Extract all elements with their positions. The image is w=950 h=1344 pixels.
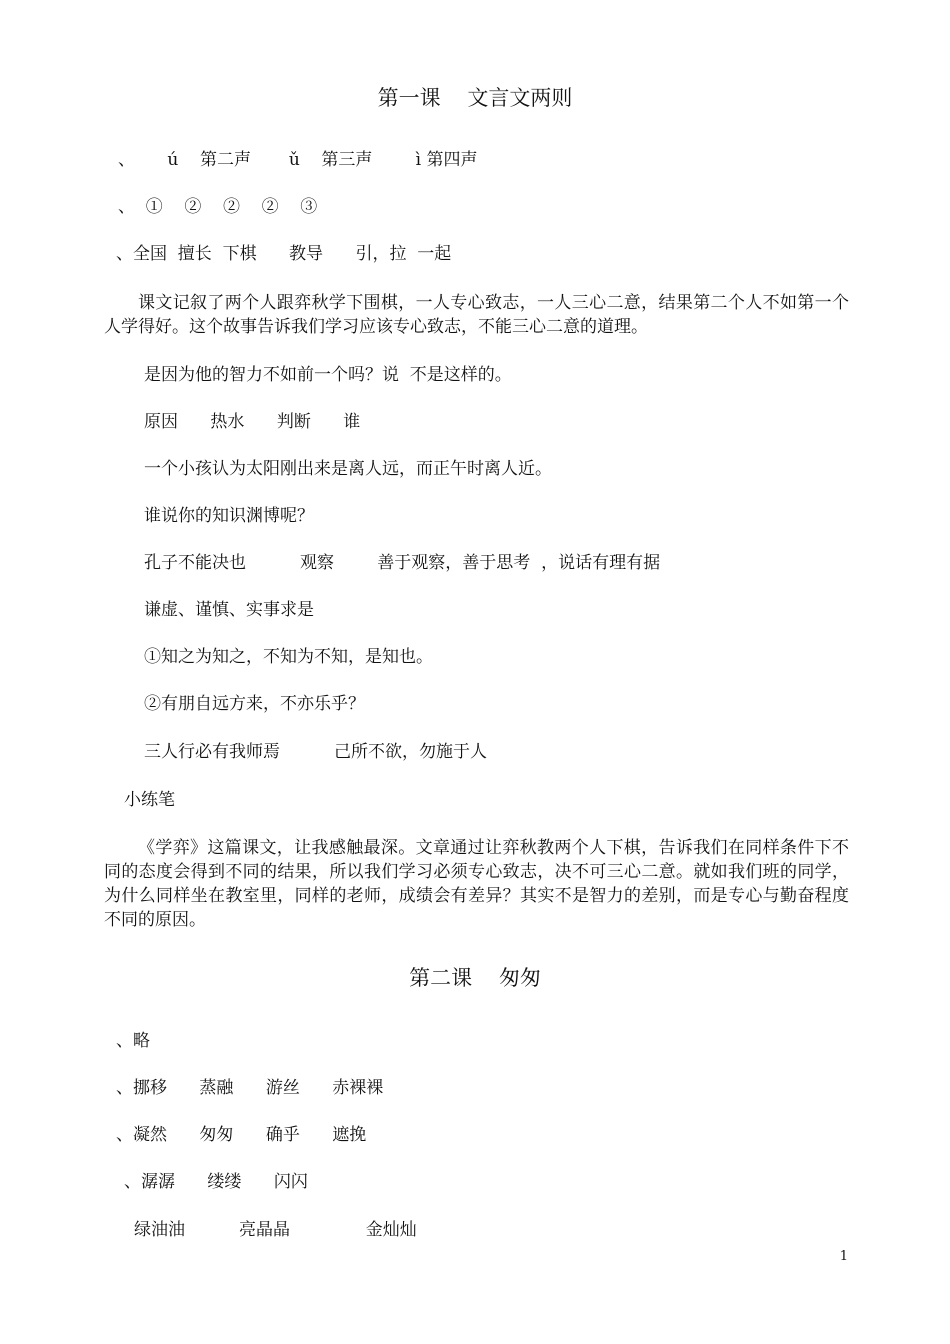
lesson2-title: 第二课 匆匆 bbox=[409, 966, 541, 990]
lesson2-answer-2: 、挪移 蒸融 游丝 赤裸裸 bbox=[116, 1078, 384, 1098]
lesson1-answer-7: 谁说你的知识渊博呢？ bbox=[144, 506, 314, 526]
lesson1-answer-6: 一个小孩认为太阳刚出来是离人远，而正午时离人近。 bbox=[144, 459, 552, 479]
lesson1-answer-5: 原因 热水 判断 谁 bbox=[144, 412, 361, 432]
lesson1-paragraph-practice: 《学弈》这篇课文，让我感触最深。文章通过让弈秋教两个人下棋，告诉我们在同样条件下不同的态度会得到不同的结果，所以我们学习必须专心致志，决不可三心二意。就如我们班的同学，为什么同样坐在教室里，同样的老师，成绩会有差异？其实不是智力的差别，而是专心与勤奋程度不同的原因。 bbox=[104, 838, 849, 930]
lesson1-answer-2: 、 ① ② ② ② ③ bbox=[118, 197, 318, 217]
lesson1-answer-8: 孔子不能决也 观察 善于观察，善于思考 ，说话有理有据 bbox=[144, 553, 661, 573]
page-number: 1 bbox=[839, 1249, 848, 1264]
lesson1-answer-12: 三人行必有我师焉 己所不欲，勿施于人 bbox=[144, 742, 488, 762]
lesson1-answer-9: 谦虚、谨慎、实事求是 bbox=[144, 600, 314, 620]
lesson1-answer-4: 是因为他的智力不如前一个吗？说 不是这样的。 bbox=[144, 365, 512, 385]
lesson1-title: 第一课 文言文两则 bbox=[377, 86, 573, 110]
lesson1-answer-1: 、 ú 第二声 ǔ 第三声 ì 第四声 bbox=[118, 150, 478, 170]
lesson1-answer-10: ①知之为知之，不知为不知，是知也。 bbox=[144, 647, 433, 667]
lesson2-answer-1: 、略 bbox=[116, 1031, 150, 1051]
lesson2-answer-5: 绿油油 亮晶晶 金灿灿 bbox=[134, 1220, 417, 1240]
lesson1-answer-3: 、全国 擅长 下棋 教导 引，拉 一起 bbox=[116, 244, 452, 264]
lesson1-paragraph-summary: 课文记叙了两个人跟弈秋学下围棋，一人专心致志，一人三心二意，结果第二个人不如第一个人学得好。这个故事告诉我们学习应该专心致志，不能三心二意的道理。 bbox=[104, 293, 849, 337]
lesson2-answer-3: 、凝然 匆匆 确乎 遮挽 bbox=[116, 1125, 367, 1145]
lesson1-practice-heading: 小练笔 bbox=[124, 790, 175, 810]
lesson1-answer-11: ②有朋自远方来，不亦乐乎？ bbox=[144, 694, 365, 714]
lesson2-answer-4: 、潺潺 缕缕 闪闪 bbox=[124, 1172, 308, 1192]
